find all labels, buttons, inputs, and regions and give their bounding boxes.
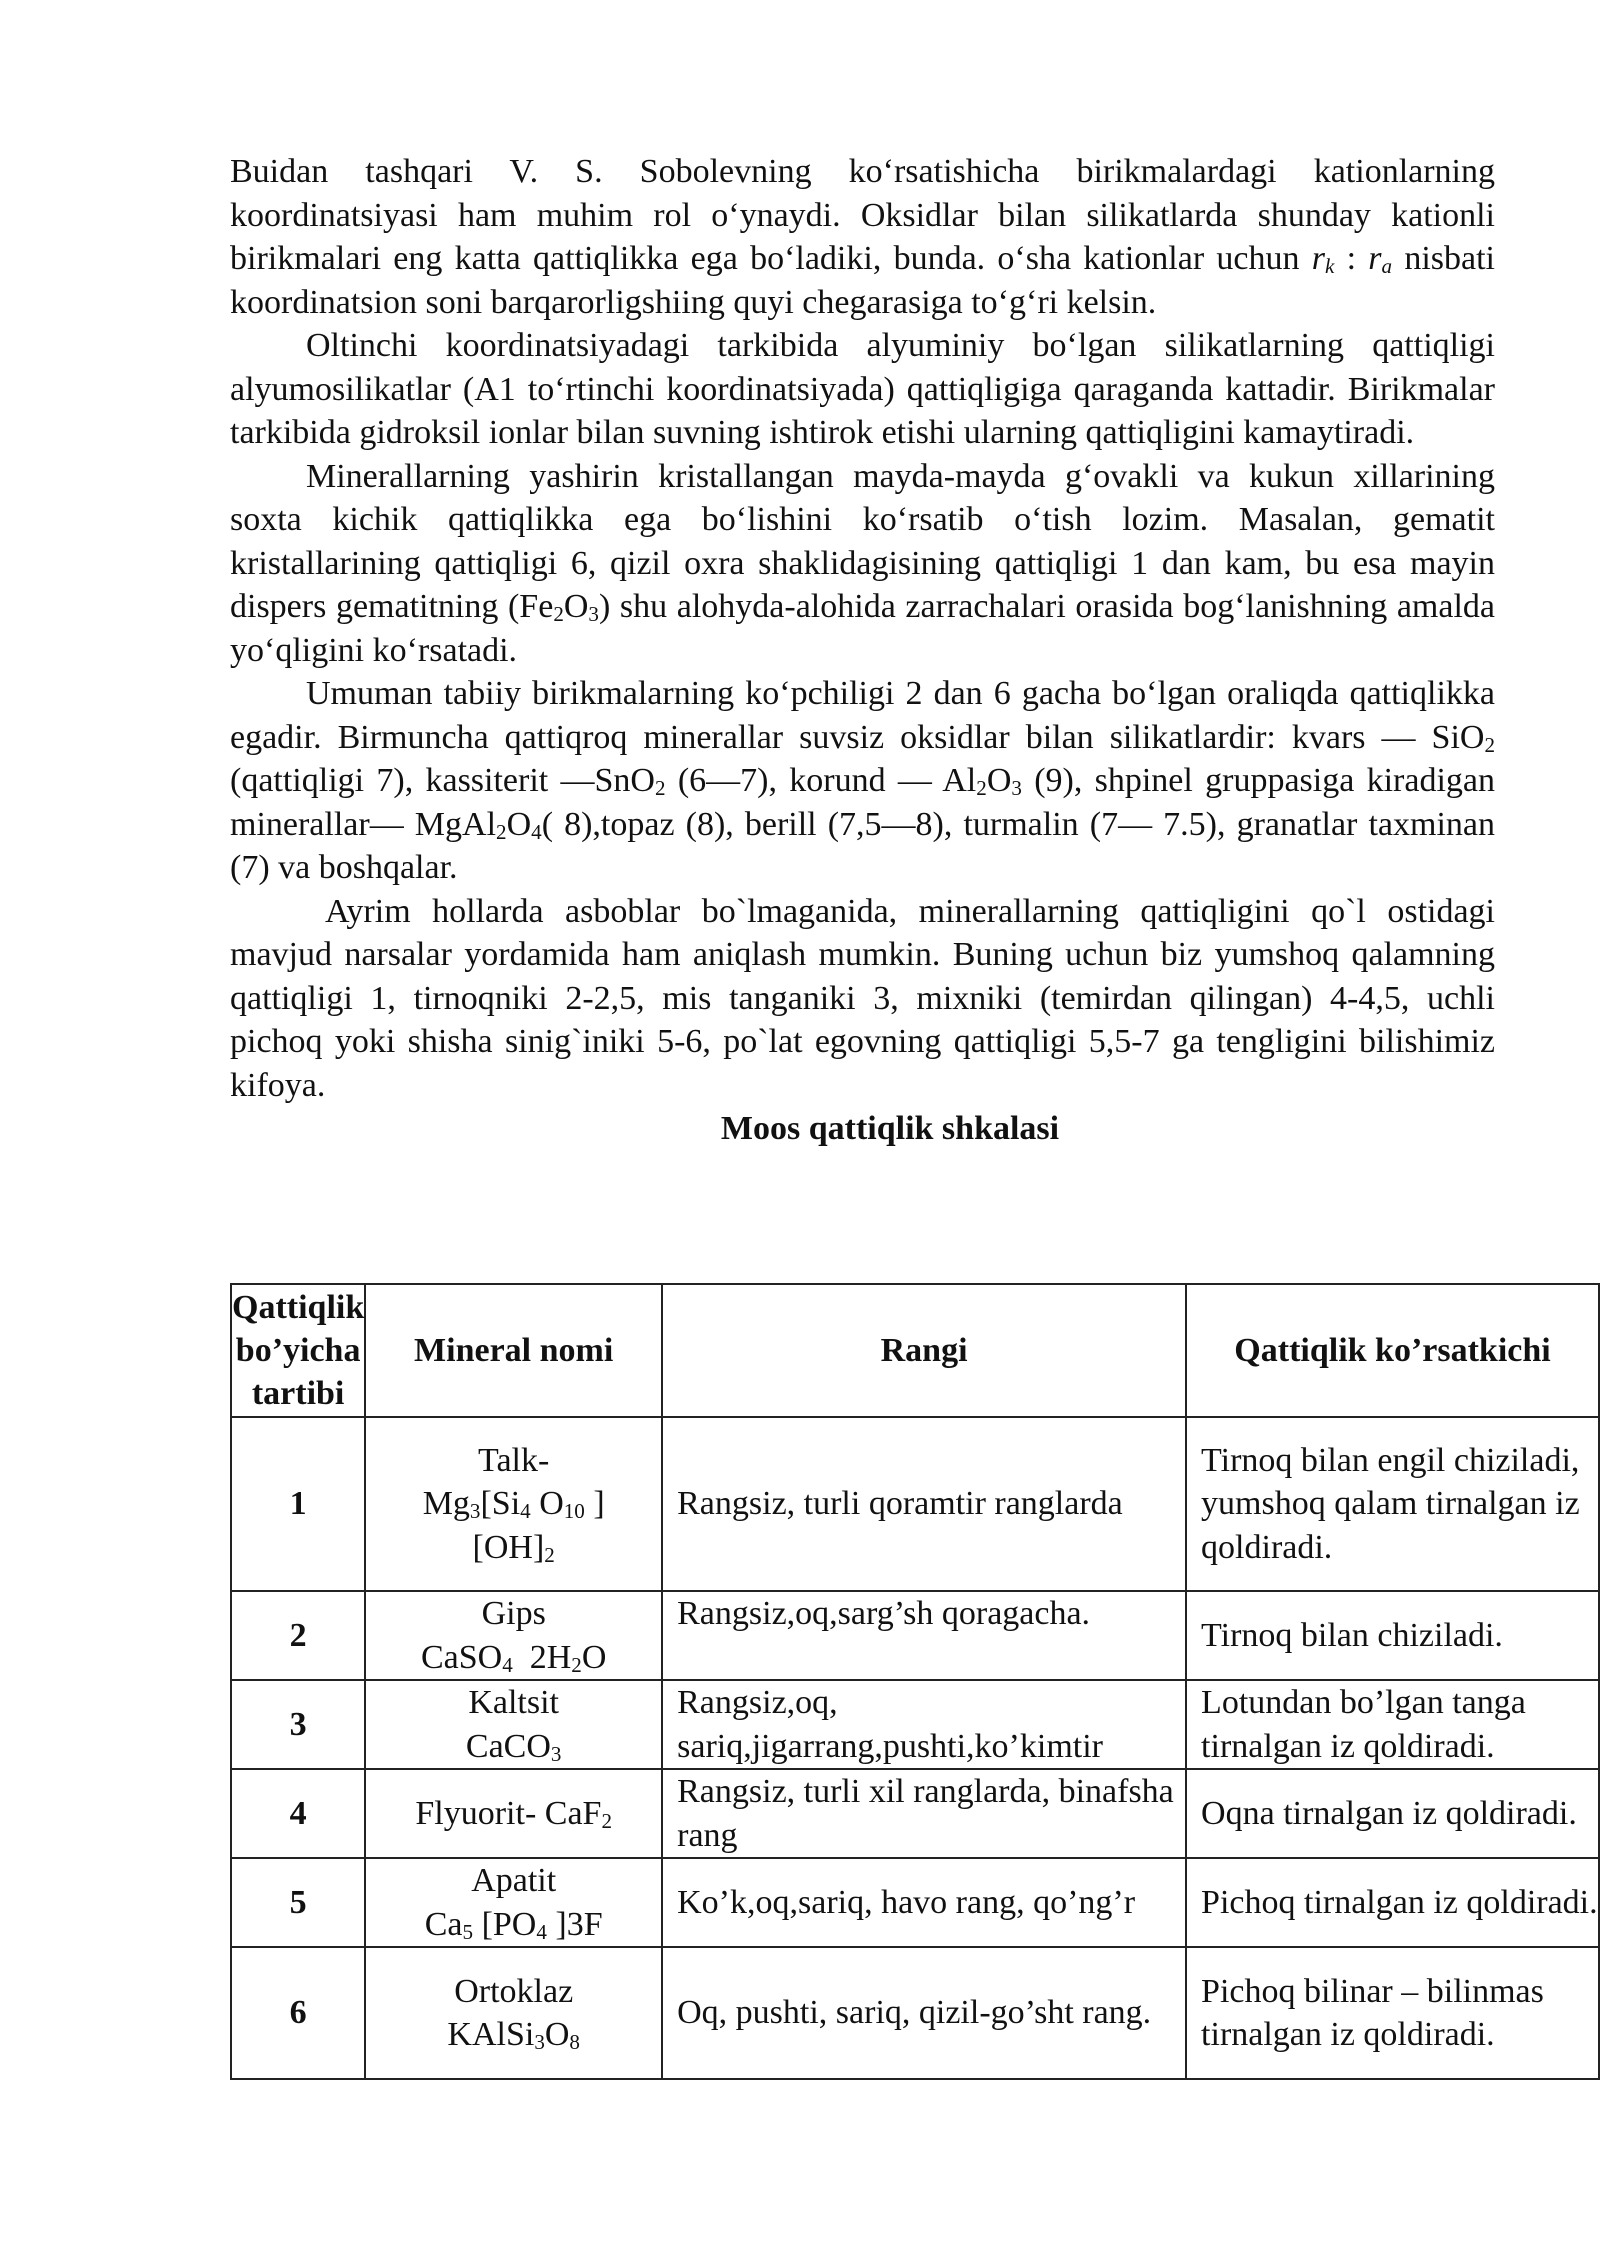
mineral-name: Apatit $Ca_5$ [$PO_4$ ]3F bbox=[365, 1858, 662, 1947]
paragraph-1: Buidan tashqari V. S. Sobolevning koʻrsatishicha birikmalardagi kationlarning koordinatsiyasi ham muhim rol oʻynaydi. Oksidlar bilan silikatlarda shunday kationli birikmalari eng katta qattiqlikka ega boʻladiki, bunda. oʻsha kationlar uchun $r_k$ : $r_a$ nisbati koordinatsion soni barqarorligshiing quyi chegarasiga toʻgʻri kelsin. bbox=[230, 153, 1495, 321]
table-row bbox=[231, 1680, 1599, 1769]
hardness-indicator: Pichoq bilinar – bilinmas tirnalgan iz qoldiradi. bbox=[1186, 1947, 1599, 2079]
mineral-name: Flyuorit- CaF$_2$ bbox=[365, 1769, 662, 1858]
hardness-indicator: Pichoq tirnalgan iz qoldiradi. bbox=[1186, 1858, 1599, 1947]
mineral-name: Ortoklaz $KAlSi_3O_8$ bbox=[365, 1947, 662, 2079]
header-color: Rangi bbox=[662, 1284, 1186, 1417]
mineral-color: Rangsiz, turli qoramtir ranglarda bbox=[662, 1417, 1186, 1591]
mineral-name: Gips CaSO$_4$ $2H_2O$ bbox=[365, 1591, 662, 1680]
header-mineral: Mineral nomi bbox=[365, 1284, 662, 1417]
paragraph-2: Oltinchi koordinatsiyadagi tarkibida alyuminiy boʻlgan silikatlarning qattiqligi alyumosilikatlar (A1 toʻrtinchi koordinatsiyada) qattiqligiga qaraganda kattadir. Birikmalar tarkibida gidroksil ionlar bilan suvning ishtirok etishi ularning qattiqligini kamaytiradi. bbox=[230, 327, 1495, 451]
moos-scale-table bbox=[230, 1283, 1600, 2080]
table-header-row bbox=[231, 1284, 1599, 1417]
table-row bbox=[231, 1858, 1599, 1947]
header-order: Qattiqlik bo’yicha tartibi bbox=[231, 1284, 365, 1417]
mineral-name: Kaltsit CaCO$_3$ bbox=[365, 1680, 662, 1769]
hardness-indicator: Tirnoq bilan engil chiziladi, yumshoq qalam tirnalgan iz qoldiradi. bbox=[1186, 1417, 1599, 1591]
table-row bbox=[231, 1947, 1599, 2079]
paragraph-3: Minerallarning yashirin kristallangan mayda-mayda gʻovakli va kukun xillarining soxta kichik qattiqlikka ega boʻlishini koʻrsatib oʻtish lozim. Masalan, gematit kristallarining qattiqligi 6, qizil oxra shaklidagisining qattiqligi 1 dan kam, bu esa mayin dispers gematitning $(Fe_2O_3)$ shu alohyda-alohida zarrachalari orasida bogʻlanishning amalda yoʻqligini koʻrsatadi. bbox=[230, 457, 1496, 669]
hardness-indicator: Lotundan bo’lgan tanga tirnalgan iz qoldiradi. bbox=[1186, 1680, 1599, 1769]
mineral-name: Talk- $Mg_3[Si_4$ $O_{10}$ ] $[OH]_2$ bbox=[365, 1417, 662, 1591]
mineral-color: Oq, pushti, sariq, qizil-go’sht rang. bbox=[662, 1947, 1186, 2079]
row-number: 2 bbox=[231, 1591, 365, 1680]
mineral-color: Rangsiz,oq,sarg’sh qoragacha. bbox=[662, 1591, 1186, 1680]
header-hardness: Qattiqlik ko’rsatkichi bbox=[1186, 1284, 1599, 1417]
paragraph-4: Umuman tabiiy birikmalarning koʻpchiligi 2 dan 6 gacha boʻlgan oraliqda qattiqlikka egadir. Birmuncha qattiqroq minerallar suvsiz oksidlar bilan silikatlardir: kvars — SiO$_2$ (qattiqligi 7), kassiterit —SnO$_2$ (6—7), korund — $Al_2O_3$ (9), shpinel gruppasiga kiradigan minerallar— $MgAl_2O_4$( 8),topaz (8), berill (7,5—8), turmalin (7— 7.5), granatlar taxminan (7) va boshqalar. bbox=[230, 675, 1495, 886]
table-row bbox=[231, 1769, 1599, 1858]
table-row bbox=[231, 1417, 1599, 1591]
mineral-color: Ko’k,oq,sariq, havo rang, qo’ng’r bbox=[662, 1858, 1186, 1947]
mineral-color: Rangsiz,oq, sariq,jigarrang,pushti,ko’kimtir bbox=[662, 1680, 1186, 1769]
row-number: 6 bbox=[231, 1947, 365, 2079]
paragraph-5: Ayrim hollarda asboblar bo`lmaganida, minerallarning qattiqligini qo`l ostidagi mavjud narsalar yordamida ham aniqlash mumkin. Buning uchun biz yumshoq qalamning qattiqligi 1, tirnoqniki 2-2,5, mis tanganiki 3, mixniki (temirdan qilingan) 4-4,5, uchli pichoq yoki shisha sinig`iniki 5-6, po`lat egovning qattiqligi 5,5-7 ga tengligini bilishimiz kifoya. bbox=[230, 892, 1495, 1104]
hardness-indicator: Oqna tirnalgan iz qoldiradi. bbox=[1186, 1769, 1599, 1858]
row-number: 5 bbox=[231, 1858, 365, 1947]
row-number: 1 bbox=[231, 1417, 365, 1591]
table-title: Moos qattiqlik shkalasi bbox=[720, 1110, 1060, 1147]
mineral-color: Rangsiz, turli xil ranglarda, binafsha rang bbox=[662, 1769, 1186, 1858]
hardness-indicator: Tirnoq bilan chiziladi. bbox=[1186, 1591, 1599, 1680]
table-row bbox=[231, 1591, 1599, 1680]
row-number: 4 bbox=[231, 1769, 365, 1858]
row-number: 3 bbox=[231, 1680, 365, 1769]
document-body bbox=[230, 150, 1495, 1151]
